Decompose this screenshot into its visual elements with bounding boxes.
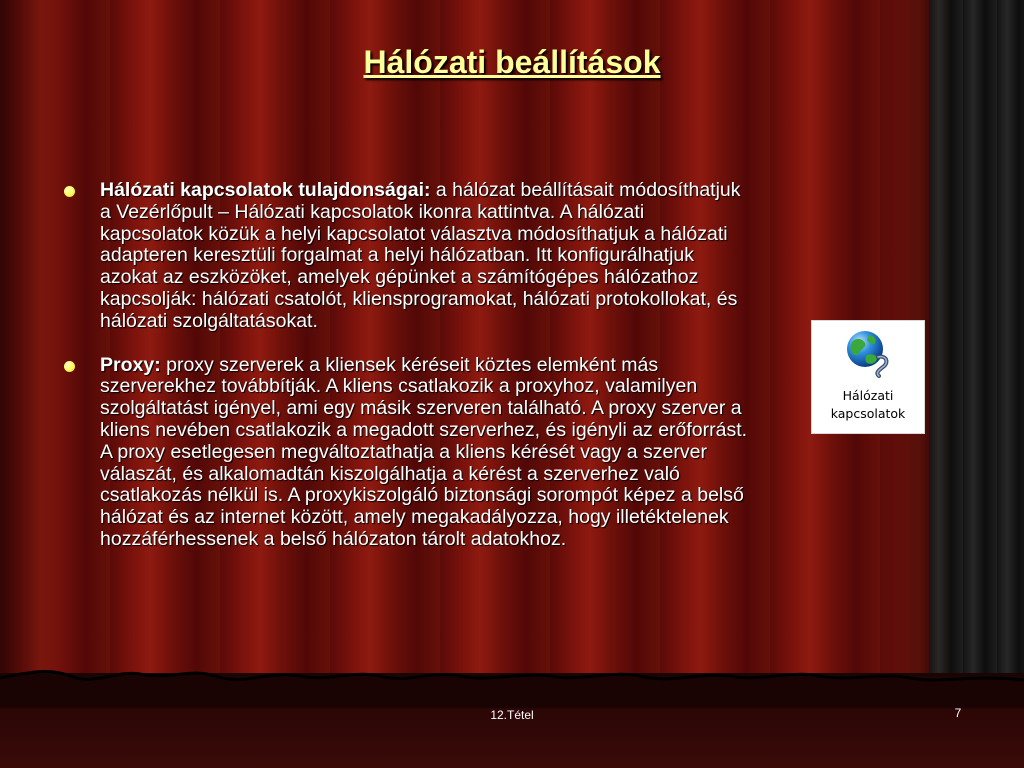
footer-label: 12.Tétel — [490, 708, 534, 722]
icon-caption-line2: kapcsolatok — [830, 406, 906, 421]
bullet-term: Hálózati kapcsolatok tulajdonságai: — [100, 179, 431, 201]
network-globe-icon — [845, 327, 893, 379]
bullet-list — [60, 180, 750, 573]
bullet-dot-icon — [64, 186, 75, 197]
slide-title: Hálózati beállítások — [363, 44, 661, 80]
bullet-text: a hálózat beállításait módosíthatjuk a Vezérlőpult – Hálózati kapcsolatok ikonra kattintva. A hálózati kapcsolatok közük a helyi kapcsolatot választva módosíthatjuk a hálózati adapteren keresztüli forgalmat a helyi hálózatban. Itt konfigurálhatjuk azokat az eszközöket, amelyek gépünket a számítógépes hálózathoz kapcsolják: hálózati csatolót, kliensprogramokat, hálózati protokollokat, és hálózati szolgáltatásokat. — [100, 179, 741, 332]
bullet-item — [60, 180, 750, 333]
network-connections-shortcut[interactable] — [811, 320, 925, 434]
bullet-item — [60, 355, 750, 551]
curtain-hem — [0, 662, 1024, 708]
icon-caption-line1: Hálózati — [842, 388, 894, 403]
icon-caption — [812, 387, 924, 423]
bullet-dot-icon — [64, 361, 75, 372]
bullet-text: proxy szerverek a kliensek kéréseit köztes elemként más szerverekhez továbbítják. A kliens csatlakozik a proxyhoz, valamilyen szolgáltatást igényel, ami egy másik szerveren található. A proxy szerver a kliens nevében csatlakozik a megadott szerverhez, és igényli az erőforrást. A proxy esetlegesen megváltoztathatja a kliens kérését vagy a szerver válaszát, és alkalomadtán kiszolgálhatja a kérést a szerverhez való csatlakozás nélkül is. A proxykiszolgáló biztonsági sorompót képez a belső hálózat és az internet között, amely megakadályozza, hogy illetéktelenek hozzáférhessenek a belső hálózaton tárolt adatokhoz. — [100, 353, 748, 550]
page-number: 7 — [954, 706, 962, 720]
right-curtain — [929, 0, 1024, 768]
bullet-term: Proxy: — [100, 353, 161, 376]
